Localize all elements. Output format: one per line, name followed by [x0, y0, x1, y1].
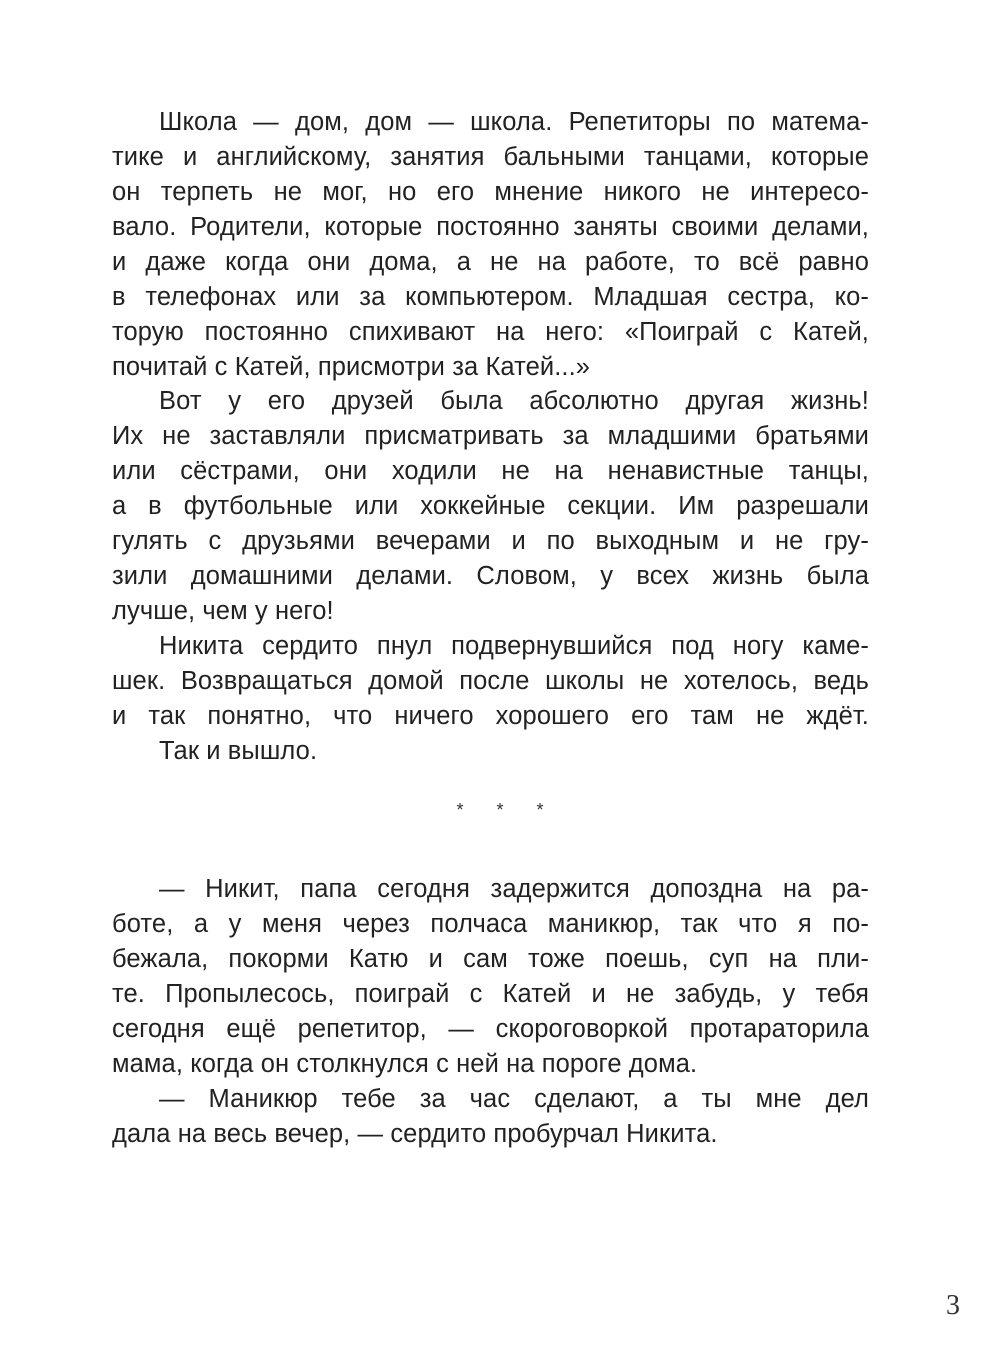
text-line: сегодня ещё репетитор, — скороговоркой протараторила [112, 1015, 869, 1043]
text-line: Так и вышло. [159, 737, 318, 765]
text-line: мама, когда он столкнулся с ней на пороге дома. [112, 1050, 698, 1078]
text-line: боте, а у меня через полчаса маникюр, так что я по- [112, 910, 869, 938]
text-line: или сёстрами, они ходили не на ненавистные танцы, [112, 457, 869, 485]
text-line: — Никит, папа сегодня задержится допоздна на ра- [159, 875, 869, 903]
text-line: гулять с друзьями вечерами и по выходным и не гру- [112, 527, 869, 555]
text-line: дала на весь вечер, — сердито пробурчал Никита. [112, 1120, 718, 1148]
text-line: те. Пропылесось, поиграй с Катей и не забудь, у тебя [112, 980, 869, 1008]
text-line: он терпеть не мог, но его мнение никого не интересо- [112, 178, 869, 206]
page-number: 3 [946, 1290, 960, 1321]
text-line: Школа — дом, дом — школа. Репетиторы по матема- [159, 108, 869, 136]
section-separator: * * * [456, 800, 558, 820]
text-line: зили домашними делами. Словом, у всех жизнь была [112, 562, 869, 590]
text-line: вало. Родители, которые постоянно заняты своими делами, [112, 213, 869, 241]
text-line: в телефонах или за компьютером. Младшая сестра, ко- [112, 283, 869, 311]
text-line: тике и английскому, занятия бальными танцами, которые [112, 143, 869, 171]
text-line: Никита сердито пнул подвернувшийся под ногу каме- [159, 632, 869, 660]
text-line: — Маникюр тебе за час сделают, а ты мне дел [159, 1085, 869, 1113]
text-line: а в футбольные или хоккейные секции. Им разрешали [112, 492, 869, 520]
text-line: Вот у его друзей была абсолютно другая жизнь! [159, 387, 869, 415]
text-line: и так понятно, что ничего хорошего его там не ждёт. [112, 702, 869, 730]
text-line: торую постоянно спихивают на него: «Поиграй с Катей, [112, 318, 869, 346]
text-line: и даже когда они дома, а не на работе, то всё равно [112, 248, 869, 276]
text-line: бежала, покорми Катю и сам тоже поешь, суп на пли- [112, 945, 869, 973]
text-line: почитай с Катей, присмотри за Катей...» [112, 353, 591, 381]
text-line: Их не заставляли присматривать за младшими братьями [112, 422, 869, 450]
text-line: лучше, чем у него! [112, 597, 334, 625]
text-line: шек. Возвращаться домой после школы не хотелось, ведь [112, 667, 869, 695]
